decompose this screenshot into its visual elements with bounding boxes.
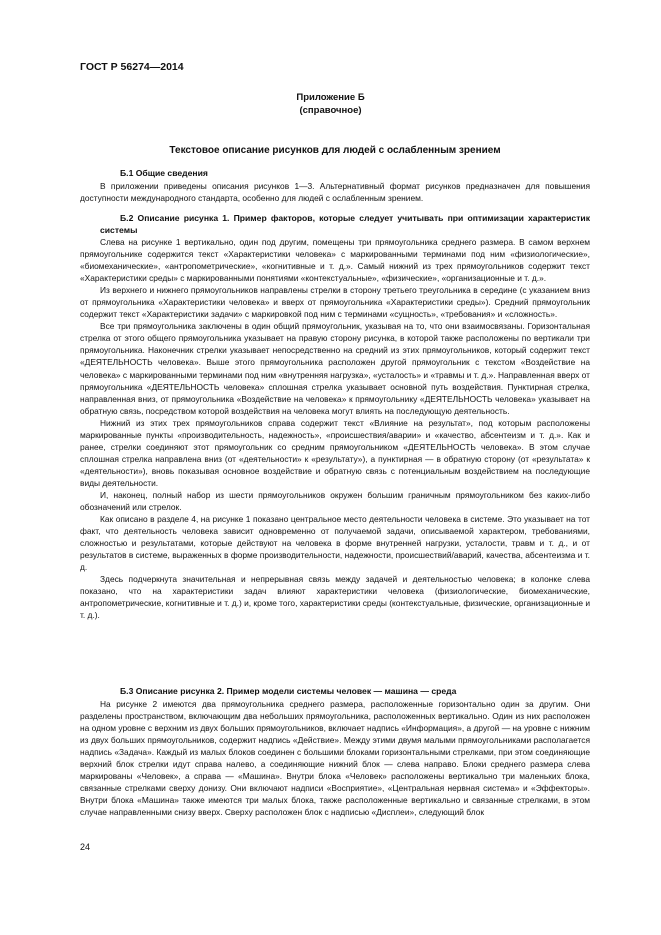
section-heading: Б.2 Описание рисунка 1. Пример факторов, которые следует учитывать при оптимизации характеристик системы [100, 213, 590, 235]
appendix-heading [0, 91, 661, 117]
paragraph: Здесь подчеркнута значительная и непрерывная связь между задачей и деятельностью человека; в колонке слева показано, что на характеристики задач влияют характеристики человека (физиологические, биомеханические, антропометрические, когнитивные и т. д.) и, кроме того, характеристики среды (контекстуальные, физические, организационные и т. д.). [80, 574, 590, 621]
paragraph: Все три прямоугольника заключены в один общий прямоугольник, указывая на то, что они взаимосвязаны. Горизонтальная стрелка от этого общего прямоугольника указывает на правую сторону рисунка, в которой также расположены по вертикали три прямоугольника. Наконечник стрелки указывает непосредственно на средний из этих прямоугольников, который содержит текст «ДЕЯТЕЛЬНОСТЬ человека». Выше этого прямоугольника расположен другой прямоугольник с текстом «Воздействие на человека» с маркированными терминами под ним «внутренняя нагрузка», «усталость» и «травмы и т. д.». Направленная вверх от прямоугольника «ДЕЯТЕЛЬНОСТЬ человека» сплошная стрелка указывает основной путь воздействия. Пунктирная стрелка, направленная вниз, от прямоугольника «Воздействие на человека» к прямоугольнику «ДЕЯТЕЛЬНОСТЬ человека» указывает на обратную связь, посредством которой воздействия на человека могут влиять на последующую деятельность. [80, 321, 590, 416]
paragraph: В приложении приведены описания рисунков 1—3. Альтернативный формат рисунков предназначен для повышения доступности международного стандарта, особенно для людей с ослабленным зрением. [80, 180, 590, 203]
appendix-title: Приложение Б [296, 92, 365, 103]
paragraph: Как описано в разделе 4, на рисунке 1 показано центральное место деятельности человека в системе. Это указывает на тот факт, что деятельность человека зависит одновременно от получаемой задачи, описываемой характером, требованиями, сложностью и результатами, которые действуют на человека в форме внутренней нагрузки, усталости, травм и т. д., и от результатов в системе, выраженных в форме производительности, надежности, происшествий/аварий, качества, абсентеизма и т. д. [80, 514, 590, 573]
section-heading: Б.3 Описание рисунка 2. Пример модели системы человек — машина — среда [120, 686, 457, 696]
page-title: Текстовое описание рисунков для людей с ослабленным зрением [169, 145, 501, 156]
page-number: 24 [80, 842, 91, 852]
appendix-subtitle: (справочное) [299, 105, 362, 116]
standard-code: ГОСТ Р 56274—2014 [80, 61, 184, 73]
section-b1 [80, 168, 590, 204]
paragraph: Из верхнего и нижнего прямоугольников направлены стрелки в сторону третьего треугольника в середине (с указанием вниз от прямоугольника «Характеристики человека» и вверх от прямоугольника «Характеристики среды»). Средний прямоугольник содержит текст «Характеристики задачи» с маркировкой под ним с терминами «сущность», «требования» и «сложность». [80, 285, 590, 320]
paragraph: Нижний из этих трех прямоугольников справа содержит текст «Влияние на результат», под которым расположены маркированные пункты «производительность, надежность», «происшествия/аварии» и «качество, абсентеизм и т. д.». Как и ранее, стрелки соединяют этот прямоугольник со средним прямоугольником «ДЕЯТЕЛЬНОСТЬ человека». В этом случае сплошная стрелка направлена вниз (от «деятельности» к «результату»), а пунктирная — в обратную сторону (от «результата» к «деятельности»), вновь показывая основное воздействие и обратную связь с потенциальным воздействием на последующие виды деятельности. [80, 417, 590, 488]
paragraph: На рисунке 2 имеются два прямоугольника среднего размера, расположенные горизонтально один за другим. Они разделены пространством, включающим два небольших прямоугольника, расположенных вертикально. Один из них расположен на одном уровне с верхним из двух больших прямоугольников, включает надпись «Информация», а другой — на уровне с нижним из двух больших прямоугольников, содержит надпись «Действие». Между этими двумя малыми прямоугольниками располагается надпись «Задача». Каждый из малых блоков соединен с большими блоками горизонтальными стрелками, при этом соединяющие верхний блок стрелки идут справа налево, а соединяющие нижний блок — слева направо. Блоки среднего размера слева маркированы «Человек», а справа — «Машина». Внутри блока «Человек» расположены вертикально три маленьких блока, связанные стрелками сверху донизу. Они включают надписи «Восприятие», «Центральная нервная система» и «Эффекторы». Внутри блока «Машина» также имеются три малых блока, также расположенные вертикально и связанные стрелками, в этом случае направленными снизу вверх. Сверху расположен блок с надписью «Дисплеи», следующий блок [80, 698, 590, 817]
section-b3 [80, 686, 590, 818]
section-heading: Б.1 Общие сведения [120, 168, 208, 178]
section-b2 [80, 213, 590, 622]
paragraph: И, наконец, полный набор из шести прямоугольников окружен большим граничным прямоугольником без каких-либо обозначений или стрелок. [80, 489, 590, 513]
paragraph: Слева на рисунке 1 вертикально, один под другим, помещены три прямоугольника среднего размера. В самом верхнем прямоугольнике содержится текст «Характеристики человека» с маркированными терминами под ним «физиологические», «биомеханические», «антропометрические», «когнитивные и т. д.». Самый нижний из трех прямоугольников содержит текст «Характеристики среды» с маркированными понятиями «контекстуальные», «физические», «организационные и т. д.». [80, 237, 590, 284]
